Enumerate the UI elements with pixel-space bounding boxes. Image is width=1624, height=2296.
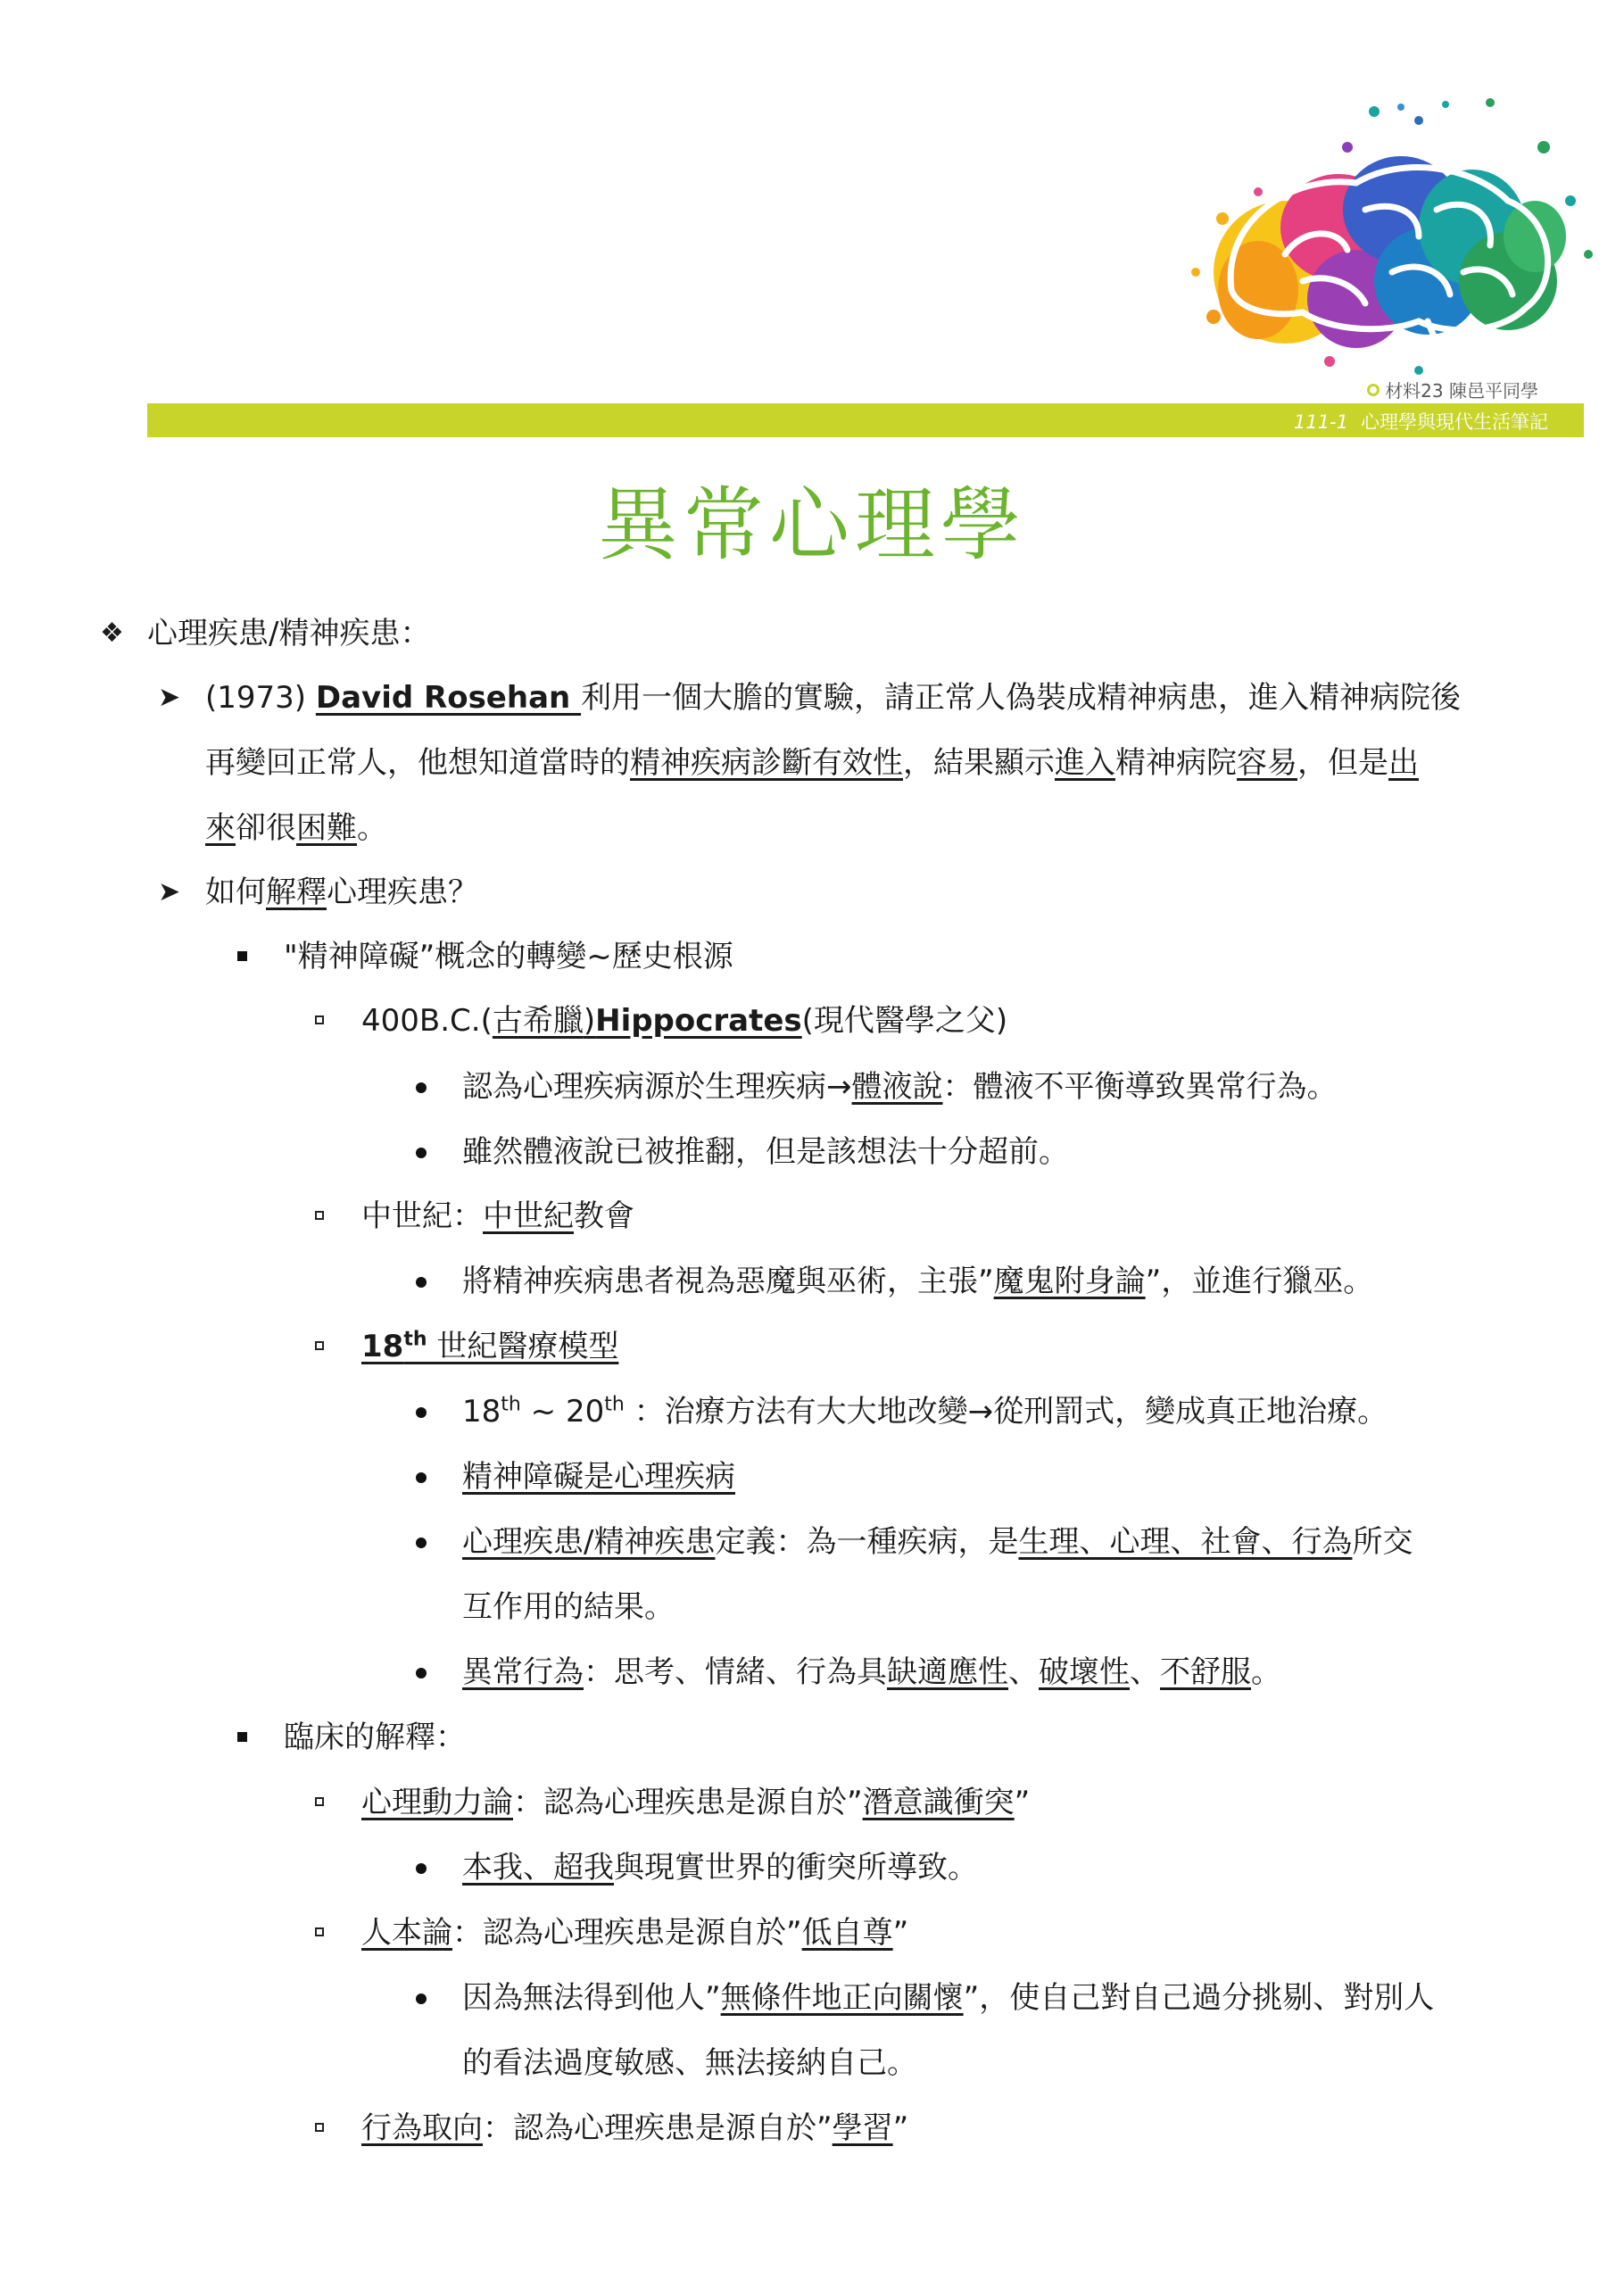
list-item: 臨床的解釋： (284, 1720, 466, 1755)
filled-circle-bullet-icon (416, 1668, 427, 1678)
list-item: 因為無法得到他人”無條件地正向關懷”，使自己對自己過分挑剔、對別人 (462, 1980, 1435, 2016)
list-item: 本我、超我與現實世界的衝突所導致。 (462, 1850, 978, 1886)
list-item: 人本論：認為心理疾患是源自於”低自尊” (361, 1915, 909, 1951)
list-item: 18th ~ 20th ：治療方法有大大地改變→從刑罰式，變成真正地治療。 (462, 1393, 1388, 1430)
list-item: 雖然體液說已被推翻，但是該想法十分超前。 (462, 1134, 1069, 1170)
hollow-square-bullet-icon (315, 1211, 324, 1220)
hollow-square-bullet-icon (315, 1015, 324, 1024)
filled-circle-bullet-icon (416, 1863, 427, 1874)
course-name: 心理學與現代生活筆記 (1361, 411, 1548, 433)
list-item: 行為取向：認為心理疾患是源自於”學習” (361, 2110, 909, 2146)
course-label (1294, 408, 1548, 435)
filled-square-bullet-icon (237, 951, 247, 961)
list-item: 認為心理疾病源於生理疾病→體液說：體液不平衡導致異常行為。 (462, 1069, 1338, 1105)
filled-circle-bullet-icon (416, 1993, 427, 2004)
hollow-square-bullet-icon (315, 2123, 324, 2132)
hollow-square-bullet-icon (315, 1927, 324, 1936)
header-band (147, 403, 1584, 437)
filled-circle-bullet-icon (416, 1407, 427, 1418)
list-item-continuation: 互作用的結果。 (462, 1589, 675, 1625)
list-item: 心理疾患/精神疾患定義：為一種疾病，是生理、心理、社會、行為所交 (462, 1524, 1413, 1560)
paragraph-line: 來卻很困難。 (205, 810, 387, 846)
list-item: 將精神疾病患者視為惡魔與巫術，主張”魔鬼附身論”，並進行獵巫。 (462, 1264, 1374, 1299)
list-item: 精神障礙是心理疾病 (462, 1459, 735, 1495)
list-item: 18th 世紀醫療模型 (361, 1328, 619, 1364)
arrow-bullet-icon: ➤ (158, 876, 181, 908)
list-item: "精神障礙”概念的轉變~歷史根源 (284, 939, 733, 974)
filled-circle-bullet-icon (416, 1148, 427, 1158)
filled-circle-bullet-icon (416, 1472, 427, 1483)
circle-marker-icon (1367, 384, 1380, 396)
filled-square-bullet-icon (237, 1732, 247, 1742)
author-name: 材料23 陳邑平同學 (1385, 380, 1538, 402)
brain-logo-icon (1151, 94, 1597, 388)
diamond-bullet-icon: ❖ (100, 618, 124, 649)
author-credit (1367, 377, 1538, 402)
list-item: 異常行為：思考、情緒、行為具缺適應性、破壞性、不舒服。 (462, 1654, 1281, 1690)
hollow-square-bullet-icon (315, 1797, 324, 1806)
paragraph-line: (1973) David Rosehan 利用一個大膽的實驗，請正常人偽裝成精神病患，進入精神病院後 (205, 680, 1462, 716)
list-item-continuation: 的看法過度敏感、無法接納自己。 (462, 2045, 917, 2081)
filled-circle-bullet-icon (416, 1277, 427, 1288)
section-heading: 心理疾患/精神疾患： (147, 616, 431, 651)
list-item: 中世紀：中世紀教會 (361, 1198, 634, 1234)
arrow-bullet-icon: ➤ (158, 682, 181, 713)
filled-circle-bullet-icon (416, 1538, 427, 1548)
page-title: 異常心理學 (598, 478, 1026, 572)
course-code: 111-1 (1293, 411, 1348, 433)
subheading: 如何解釋心理疾患？ (205, 874, 478, 910)
hollow-square-bullet-icon (315, 1341, 324, 1350)
list-item: 心理動力論：認為心理疾患是源自於”潛意識衝突” (361, 1785, 1031, 1820)
filled-circle-bullet-icon (416, 1082, 427, 1093)
paragraph-line: 再變回正常人，他想知道當時的精神疾病診斷有效性，結果顯示進入精神病院容易，但是出 (205, 745, 1419, 781)
list-item: 400B.C.(古希臘)Hippocrates(現代醫學之父) (361, 1003, 1008, 1039)
